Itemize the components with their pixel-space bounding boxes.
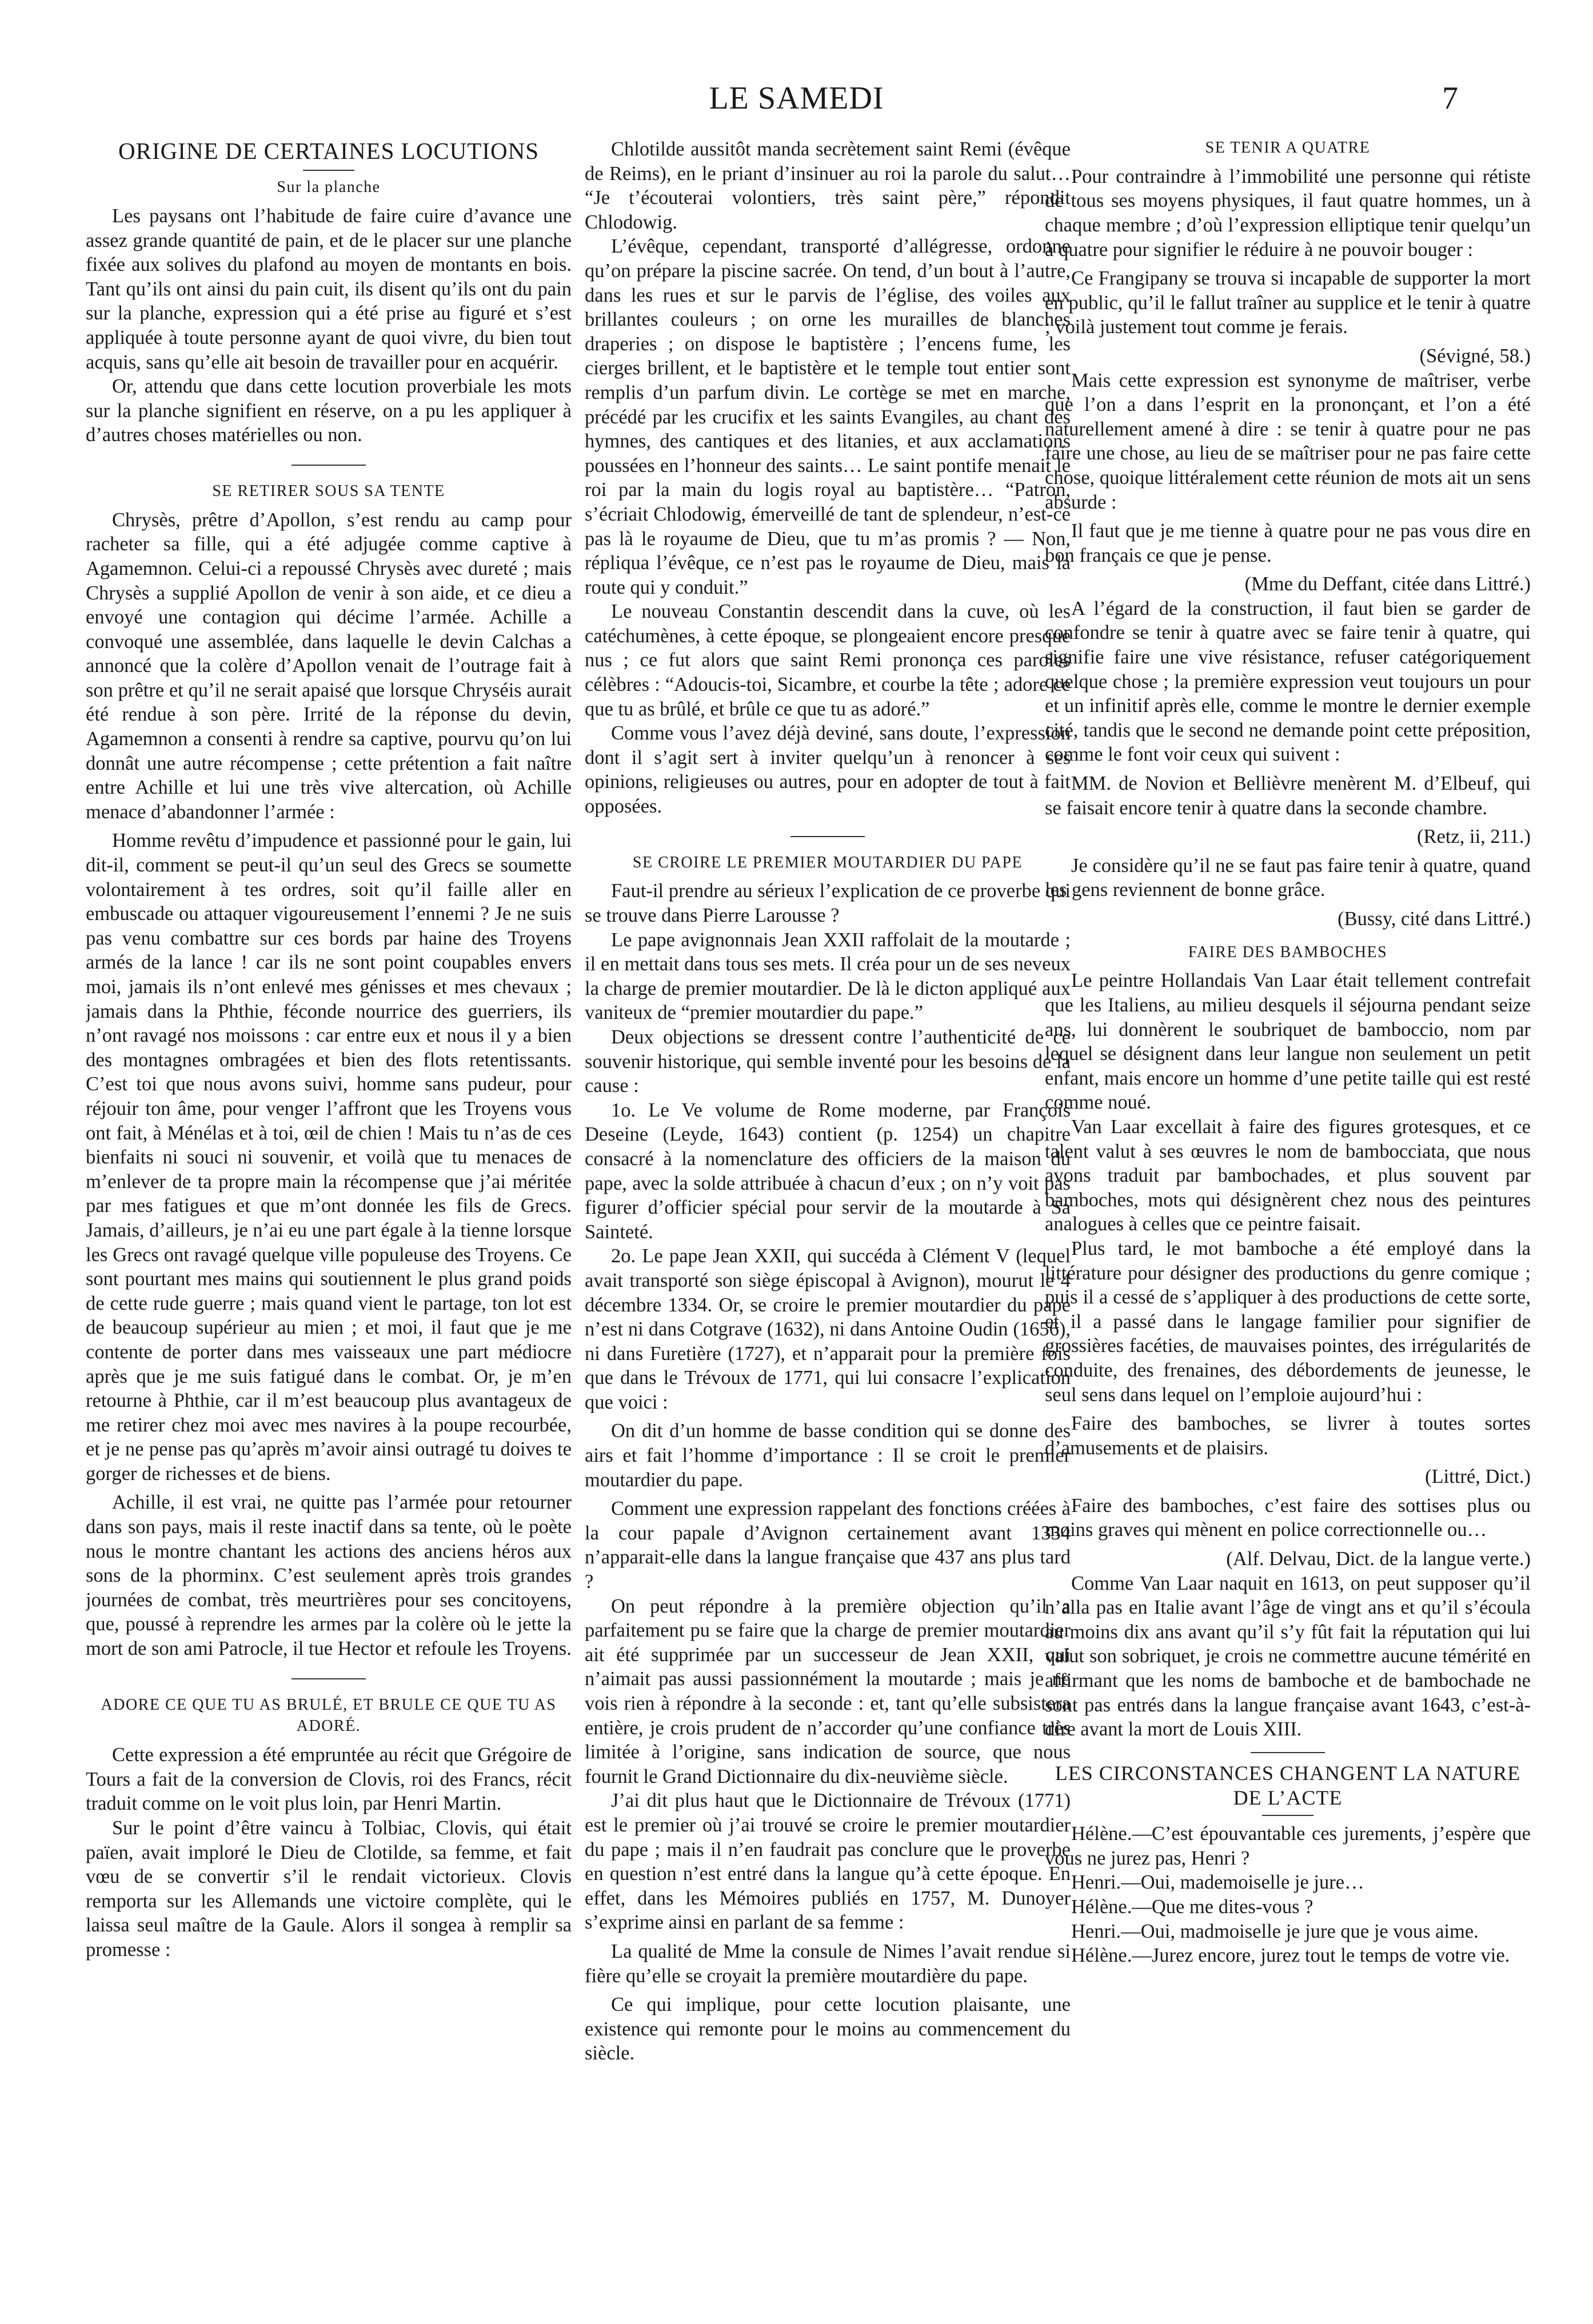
paragraph: On peut répondre à la première objection qu’il a parfaitement pu se faire que la charge de premier moutardier ait été supprimée par un successeur de Jean XXII, qui n’aimait pas aussi passionnément la moutarde ; mais je ne vois rien à répondre à la seconde : et, tant qu’elle subsistera entière, je crois prudent de n’accorder qu’une confiance très limitée à l’origine, sans indication de source, que nous fournit le Grand Dictionnaire du dix-neuvième siècle. [585, 1595, 1071, 1787]
paragraph: Achille, il est vrai, ne quitte pas l’armée pour retourner dans son pays, mais il reste inactif dans sa tente, où le poète nous le montre chantant les actions des anciens héros aux sons de la phorminx. C’est seulement après trois grandes journées de combat, très meurtrières pour ses concitoyens, que, poussé à reprendre les armes par la colère où le jette la mort de son ami Patrocle, il tue Hector et refoule les Troyens. [86, 1491, 572, 1660]
paragraph: Le pape avignonnais Jean XXII raffolait de la moutarde ; il en mettait dans tous ses mets. Il créa pour un de ses neveux la charge de premier moutardier. De là le dicton appliqué aux vaniteux de “premier moutardier du pape.” [585, 929, 1071, 1024]
dialogue [1045, 1822, 1531, 1968]
section-title-quatre: SE TENIR A QUATRE [1205, 139, 1371, 157]
paragraph: L’évêque, cependant, transporté d’allégresse, ordonne qu’on prépare la piscine sacrée. On tend, d’un bout à l’autre, dans les rues et sur le parvis de l’église, des voiles aux brillantes couleurs ; on orne les murailles de blanches draperies ; on dispose le baptistère ; l’encens fume, les cierges brillent, et le baptistère et le temple tout entier sont remplis d’un parfum divin. Le cortège se met en marche, précédé par les crucifix et les saints Evangiles, au chant des hymnes, des cantiques et des litanies, et aux acclamations poussées en l’honneur des saints… Le saint pontife menait le roi par la main du logis royal au baptistère… “Patron, s’écriait Chlodowig, émerveillé de tant de splendeur, n’est-ce pas là le royaume de Dieu, que tu m’as promis ? — Non, répliqua l’évêque, ce n’est pas le royaume de Dieu, mais la route qui y conduit.” [585, 235, 1071, 598]
article-title: ORIGINE DE CERTAINES LOCUTIONS [118, 138, 539, 164]
divider [292, 465, 366, 466]
attribution: (Sévigné, 58.) [1419, 345, 1531, 367]
quotation: Il faut que je me tienne à quatre pour ne pas vous dire en bon français ce que je pense. [1045, 520, 1531, 566]
paragraph: Ce qui implique, pour cette locution plaisante, une existence qui remonte pour le moins au commencement du siècle. [585, 1994, 1071, 2065]
column-3 [1045, 137, 1531, 2297]
quotation: Ce Frangipany se trouva si incapable de supporter la mort en public, qu’il le fallut traîner au supplice et le tenir à quatre ; voilà justement tout comme je ferais. [1045, 267, 1531, 338]
paragraph: Van Laar excellait à faire des figures grotesques, et ce talent valut à ses œuvres le nom de bambocciata, que nous avons traduit par bambochades, et plus souvent par bamboches, mots qui désignèrent chez nous des peintures analogues à celles que ce peintre faisait. [1045, 1115, 1531, 1235]
divider [790, 836, 865, 837]
quotation: MM. de Novion et Bellièvre menèrent M. d’Elbeuf, qui se faisait encore tenir à quatre dans la seconde chambre. [1045, 773, 1531, 819]
paragraph: Cette expression a été empruntée au récit que Grégoire de Tours a fait de la conversion de Clovis, roi des Francs, récit traduit comme on le voit plus loin, par Henri Martin. [86, 1744, 572, 1815]
paragraph: Sur le point d’être vaincu à Tolbiac, Clovis, qui était païen, avait imploré le Dieu de Clotilde, sa femme, et fait vœu de se convertir s’il le rendait victorieux. Clovis remporta sur les Allemands une victoire complète, qui le laissa seul maître de la Gaule. Alors il songea à remplir sa promesse : [86, 1817, 572, 1961]
section-title-adore: ADORE CE QUE TU AS BRULÉ, ET BRULE CE QUE TU AS ADORÉ. [101, 1695, 557, 1735]
paragraph: 2o. Le pape Jean XXII, qui succéda à Clément V (lequel avait transporté son siège épiscopal à Avignon), mourut le 4 décembre 1334. Or, se croire le premier moutardier du pape n’est ni dans Cotgrave (1632), ni dans Antoine Oudin (1656), ni dans Furetière (1727), et n’apparait pour la première fois que dans le Trévoux de 1771, qui lui consacre l’explication que voici : [585, 1245, 1071, 1413]
paragraph: 1o. Le Ve volume de Rome moderne, par François Deseine (Leyde, 1643) contient (p. 1254) un chapitre consacré à la nomenclature des officiers de la maison du pape, avec la solde attribuée à chacun d’eux ; on n’y voit pas figurer d’officier spécial pour servir de la moutarde à Sa Sainteté. [585, 1099, 1071, 1243]
divider [1251, 1752, 1325, 1753]
page-number: 7 [1442, 81, 1458, 116]
divider [292, 1678, 366, 1679]
paragraph: Les paysans ont l’habitude de faire cuire d’avance une assez grande quantité de pain, et de le placer sur une planche fixée aux solives du plafond au moyen de montants en bois. Tant qu’ils ont ainsi du pain cuit, ils disent qu’ils ont du pain sur la planche, expression qui a été prise au figuré et s’est appliquée à toute personne ayant de quoi vivre, du bien tout acquis, sans qu’elle ait besoin de travailler pour en acquérir. [86, 205, 572, 373]
quotation: Faire des bamboches, c’est faire des sottises plus ou moins graves qui mènent en police correctionnelle ou… [1045, 1494, 1531, 1541]
paragraph: Chrysès, prêtre d’Apollon, s’est rendu au camp pour racheter sa fille, qui a été adjugée comme captive à Agamemnon. Celui-ci a repoussé Chrysès avec dureté ; mais Chrysès a supplié Apollon de venir à son aide, et ce dieu a envoyé une contagion qui décime l’armée. Achille a convoqué une assemblée, dans laquelle le devin Calchas a annoncé que la colère d’Apollon venait de l’outrage fait à son prêtre et qu’il ne serait apaisé que lorsque Chryséis aurait été rendue à son père. Irrité de la réponse du devin, Agamemnon a consenti à rendre sa captive, pourvu qu’on lui donnât une autre récompense ; cette prétention a fait naître entre Achille et lui une très vive altercation, où Achille menace d’abandonner l’armée : [86, 509, 572, 823]
paragraph: Or, attendu que dans cette locution proverbiale les mots sur la planche signifient en réserve, on a pu les appliquer à d’autres choses matérielles ou non. [86, 375, 572, 446]
paragraph: Comme vous l’avez déjà deviné, sans doute, l’expression dont il s’agit sert à inviter quelqu’un à renoncer à ses opinions, religieuses ou autres, pour en adopter de tout à fait opposées. [585, 722, 1071, 818]
paragraph: Comment une expression rappelant des fonctions créées à la cour papale d’Avignon certainement avant 1334 n’apparait-elle dans la langue française que 437 ans plus tard ? [585, 1498, 1071, 1593]
dialogue-line: Hélène.—C’est épouvantable ces jurements, j’espère que vous ne jurez pas, Henri ? [1045, 1823, 1531, 1869]
section-title-planche: Sur la planche [277, 178, 381, 197]
paragraph: J’ai dit plus haut que le Dictionnaire de Trévoux (1771) est le premier où j’ai trouvé se croire le premier moutardier du pape ; mais il n’en faudrait pas conclure que le proverbe en question n’est entré dans la langue qu’à cette époque. En effet, dans les Mémoires publiés en 1757, M. Dunoyer s’exprime ainsi en parlant de sa femme : [585, 1790, 1071, 1934]
article-title-circonstances: LES CIRCONSTANCES CHANGENT LA NATURE DE L’ACTE [1055, 1761, 1521, 1809]
paragraph: Pour contraindre à l’immobilité une personne qui rétiste de tous ses moyens physiques, il faut quatre hommes, un à chaque membre ; d’où l’expression elliptique tenir quelqu’un à quatre pour signifier le réduire à ne pouvoir bouger : [1045, 165, 1531, 261]
dialogue-line: Hélène.—Jurez encore, jurez tout le temps de votre vie. [1071, 1945, 1510, 1967]
running-title: LE SAMEDI [709, 81, 884, 116]
paragraph: Plus tard, le mot bamboche a été employé dans la littérature pour désigner des productions du genre comique ; puis il a cessé de s’appliquer à des productions de cette sorte, et il a passé dans le langage familier pour signifier de grossières facéties, de mauvaises pointes, des irrégularités de conduite, des frenaines, des débordements de jeunesse, le seul sens dans lequel on l’emploie aujourd’hui : [1045, 1237, 1531, 1406]
section-title-moutardier: SE CROIRE LE PREMIER MOUTARDIER DU PAPE [632, 853, 1023, 871]
paragraph: A l’égard de la construction, il faut bien se garder de confondre se tenir à quatre avec se faire tenir à quatre, qui signifie faire une vive résistance, refuser catégoriquement quelque chose ; la première expression veut toujours un pour et un infinitif après elle, comme le montre le dernier exemple cité, tandis que le second ne demande point cette préposition, comme le font voir ceux qui suivent : [1045, 597, 1531, 766]
attribution: (Littré, Dict.) [1425, 1466, 1531, 1488]
section-title-bamboches: FAIRE DES BAMBOCHES [1188, 943, 1388, 961]
divider [303, 170, 354, 171]
paragraph: Le nouveau Constantin descendit dans la cuve, où les catéchumènes, à cette époque, se plongeaient encore presque nus ; ce fut alors que saint Remi prononça ces paroles célèbres : “Adoucis-toi, Sicambre, et courbe la tête ; adore ce que tu as brûlé, et brûle ce que tu as adoré.” [585, 601, 1071, 720]
paragraph: Chlotilde aussitôt manda secrètement saint Remi (évêque de Reims), en le priant d’insinuer au roi la parole du salut… “Je t’écouterai volontiers, très saint père,” répondit Chlodowig. [585, 138, 1071, 233]
attribution: (Mme du Deffant, citée dans Littré.) [1244, 573, 1531, 595]
page-header [0, 80, 1593, 131]
paragraph: Deux objections se dressent contre l’authenticité de ce souvenir historique, qui semble inventé pour les besoins de la cause : [585, 1026, 1071, 1097]
quotation: Faire des bamboches, se livrer à toutes sortes d’amusements et de plaisirs. [1045, 1413, 1531, 1459]
attribution: (Retz, ii, 211.) [1417, 826, 1531, 848]
attribution: (Alf. Delvau, Dict. de la langue verte.) [1226, 1548, 1531, 1570]
section-title-tente: SE RETIRER SOUS SA TENTE [212, 482, 445, 500]
attribution: (Bussy, cité dans Littré.) [1338, 908, 1531, 930]
column-2 [585, 137, 1071, 2297]
paragraph: Mais cette expression est synonyme de maîtriser, verbe que l’on a dans l’esprit en la prononçant, et l’on a été naturellement amené à dire : se tenir à quatre pour ne pas faire une chose, au lieu de se maîtriser pour ne pas faire cette chose, quoique littéralement cette réunion de mots ait un sens absurde : [1045, 369, 1531, 513]
dialogue-line: Henri.—Oui, mademoiselle je jure… [1071, 1871, 1364, 1894]
quotation: On dit d’un homme de basse condition qui se donne des airs et fait l’homme d’importance : Il se croit le premier moutardier du pape. [585, 1420, 1071, 1491]
column-1 [86, 137, 572, 2297]
paragraph: Faut-il prendre au sérieux l’explication de ce proverbe qui se trouve dans Pierre Larousse ? [585, 880, 1071, 927]
quotation: Homme revêtu d’impudence et passionné pour le gain, lui dit-il, comment se peut-il qu’un seul des Grecs se soumette volontairement à tes ordres, soit qu’il faille aller en embuscade ou attaquer vigoureusement l’ennemi ? Je ne suis pas venu combattre sur ces bords par haine des Troyens armés de la lance ! car ils ne sont point coupables envers moi, jamais ils n’ont enlevé mes génisses et mes chevaux ; jamais dans la Phthie, féconde nourrice des guerriers, ils n’ont ravagé nos moissons : car entre eux et nous il y a bien des montagnes ombragées et bien des flots retentissants. C’est toi que nous avons suivi, homme sans pudeur, pour réjouir ton âme, pour venger l’affront que les Troyens vous ont fait, à Ménélas et à toi, œil de chien ! Mais tu n’as de ces bienfaits ni souci ni souvenir, et voilà que tu menaces de m’enlever de ta propre main la récompense que j’ai méritée par mes fatigues et que m’ont donnée les fils de Grecs. Jamais, d’ailleurs, je n’ai eu une part égale à la tienne lorsque les Grecs ont ravagé quelque ville populeuse des Troyens. Ce sont pourtant mes mains qui soutiennent le plus grand poids de cette rude guerre ; mais quand vient le partage, ton lot est de beaucoup supérieur au mien ; et moi, il faut que je me contente de porter dans mes vaisseaux une part médiocre après que je me suis fatigué dans le combat. Or, je m’en retourne à Phthie, car il m’est beaucoup plus avantageux de me retirer chez moi avec mes navires à la poupe recourbée, et je ne pense pas qu’après m’avoir ainsi outragé tu doives te gorger de richesses et de biens. [86, 830, 572, 1485]
dialogue-line: Hélène.—Que me dites-vous ? [1071, 1895, 1313, 1918]
paragraph: Le peintre Hollandais Van Laar était tellement contrefait que les Italiens, au milieu desquels il séjourna pendant seize ans, lui donnèrent le soubriquet de bamboccio, nom par lequel se désignent dans leur langue non seulement un petit enfant, mais encore un homme d’une petite taille qui est resté comme noué. [1045, 970, 1531, 1114]
paragraph: Comme Van Laar naquit en 1613, on peut supposer qu’il n’alla pas en Italie avant l’âge de vingt ans et qu’il s’écoula au moins dix ans avant qu’il s’y fût fait la réputation qui lui valut son sobriquet, je crois ne commettre aucune témérité en affirmant que les noms de bamboche et de bambochade ne sont pas entrés dans la langue française avant 1643, c’est-à-dire avant la mort de Louis XIII. [1045, 1572, 1531, 1741]
dialogue-line: Henri.—Oui, madmoiselle je jure que je vous aime. [1071, 1920, 1479, 1942]
divider [1262, 1815, 1313, 1816]
quotation: Je considère qu’il ne se faut pas faire tenir à quatre, quand les gens reviennent de bonne grâce. [1045, 854, 1531, 901]
quotation: La qualité de Mme la consule de Nimes l’avait rendue si fière qu’elle se croyait la première moutardière du pape. [585, 1940, 1071, 1987]
